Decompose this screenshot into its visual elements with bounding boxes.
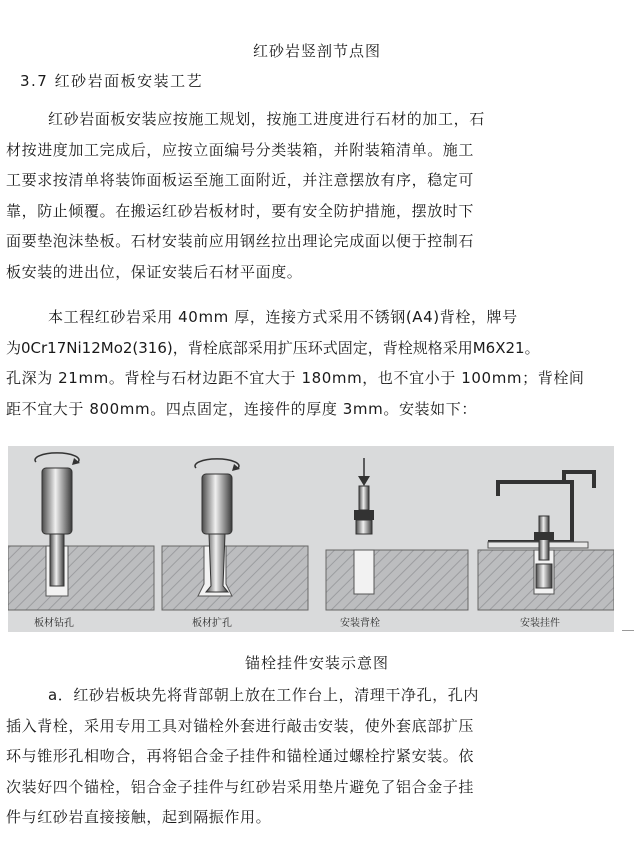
paragraph-line: 孔深为 21mm。背栓与石材边距不宜大于 180mm，也不宜小于 100mm；背栓间 <box>6 369 585 387</box>
paragraph-line: 件与红砂岩直接接触，起到隔振作用。 <box>6 808 272 826</box>
paragraph-line: 板安装的进出位，保证安装后石材平面度。 <box>6 262 303 281</box>
paragraph-line: 距不宜大于 800mm。四点固定，连接件的厚度 3mm。安装如下： <box>6 399 477 418</box>
paragraph-line: 红砂岩面板安装应按施工规划，按施工进度进行石材的加工，石 <box>48 110 485 128</box>
paragraph-3 <box>6 680 626 833</box>
panel-install-hanger <box>478 472 614 629</box>
anchor-install-figure <box>8 446 614 632</box>
paragraph-line: 靠，防止倾覆。在搬运红砂岩板材时，要有安全防护措施，摆放时下 <box>6 201 475 220</box>
paragraph-line: 次装好四个锚栓，铝合金子挂件与红砂岩采用垫片避免了铝合金子挂 <box>6 777 475 796</box>
paragraph-line: 材按进度加工完成后，应按立面编号分类装箱，并附装箱清单。施工 <box>6 140 475 159</box>
paragraph-line: 插入背栓，采用专用工具对锚栓外套进行敲击安装，使外套底部扩压 <box>6 716 475 735</box>
anchor-install-diagram <box>8 446 614 632</box>
panel-drilling <box>8 453 154 629</box>
top-caption: 红砂岩竖剖节点图 <box>252 42 381 60</box>
figure-label: 安装挂件 <box>520 618 560 629</box>
paragraph-1 <box>6 104 626 287</box>
paragraph-line: 面要垫泡沫垫板。石材安装前应用钢丝拉出理论完成面以便于控制石 <box>6 232 475 250</box>
paragraph-line: 本工程红砂岩采用 40mm 厚，连接方式采用不锈钢(A4)背栓，牌号 <box>48 308 518 326</box>
paragraph-line: a．红砂岩板块先将背部朝上放在工作台上，清理干净孔，孔内 <box>48 686 479 704</box>
section-heading: 3.7 红砂岩面板安装工艺 <box>20 72 204 90</box>
divider-line <box>622 630 634 631</box>
paragraph-line: 为0Cr17Ni12Mo2(316)，背栓底部采用扩压环式固定，背栓规格采用M6X21。 <box>6 338 540 357</box>
panel-install-bolt <box>326 458 468 629</box>
figure-caption: 锚栓挂件安装示意图 <box>244 654 389 672</box>
paragraph-2 <box>6 302 626 424</box>
panel-reaming <box>162 459 308 629</box>
figure-label: 板材钻孔 <box>34 618 74 629</box>
paragraph-line: 工要求按清单将装饰面板运至施工面附近，并注意摆放有序，稳定可 <box>6 171 475 189</box>
figure-label: 板材扩孔 <box>192 618 232 629</box>
paragraph-line: 环与锥形孔相吻合，再将铝合金子挂件和锚栓通过螺栓拧紧安装。依 <box>6 747 475 765</box>
figure-label: 安装背栓 <box>340 618 380 629</box>
